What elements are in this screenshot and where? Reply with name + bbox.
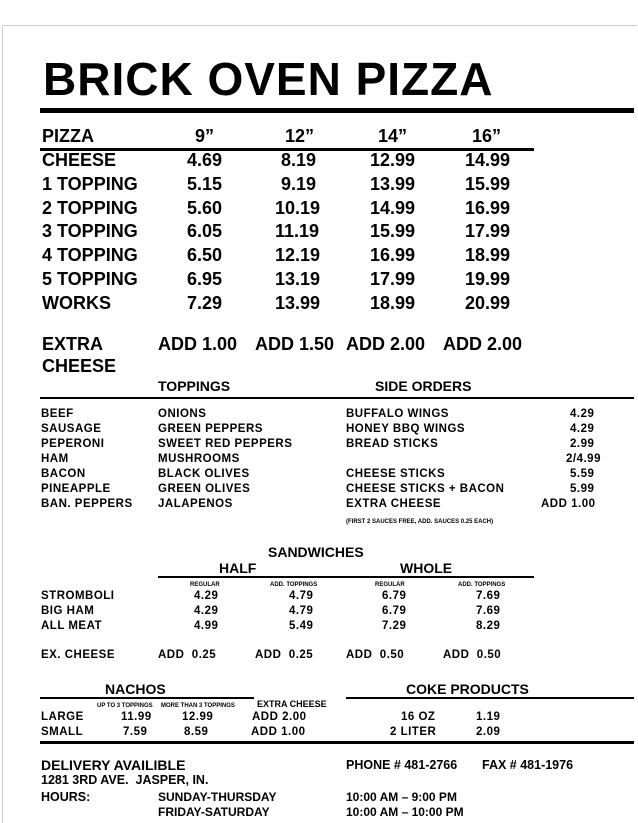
- pizza-header-label: PIZZA: [42, 126, 94, 146]
- nachos-price: 8.59: [184, 726, 209, 738]
- sandwich-extra-cheese-price: ADD 0.50: [443, 649, 502, 661]
- title-rule: [40, 108, 634, 113]
- nachos-subheader: MORE THAN 3 TOPPINGS: [161, 703, 235, 709]
- pizza-row-name: 2 TOPPING: [42, 198, 138, 218]
- side-order-name: CHEESE STICKS: [346, 468, 446, 480]
- pizza-price: 6.05: [187, 221, 223, 241]
- fax-text: FAX # 481-1976: [482, 758, 574, 772]
- nachos-title: NACHOS: [105, 681, 166, 697]
- pizza-price: 5.60: [187, 198, 223, 218]
- hours-time: 10:00 AM – 10:00 PM: [346, 805, 464, 819]
- side-orders-title: SIDE ORDERS: [375, 378, 472, 394]
- nachos-price: 12.99: [182, 711, 214, 723]
- sandwich-extra-cheese-label: EX. CHEESE: [41, 649, 116, 661]
- sandwich-subheader: ADD. TOPPINGS: [270, 582, 318, 588]
- hours-time: 10:00 AM – 9:00 PM: [346, 790, 457, 804]
- sandwich-name: BIG HAM: [41, 605, 95, 617]
- pizza-price: 6.50: [187, 245, 223, 265]
- nachos-size: SMALL: [41, 726, 84, 738]
- coke-size: 2 LITER: [390, 726, 437, 738]
- coke-price: 1.19: [476, 711, 501, 723]
- nachos-price: 7.59: [123, 726, 148, 738]
- nachos-subheader: UP TO 3 TOPPINGS: [97, 703, 153, 709]
- side-order-name: HONEY BBQ WINGS: [346, 423, 466, 435]
- toppings-rule: [40, 397, 634, 399]
- nachos-size: LARGE: [41, 711, 84, 723]
- sandwich-subheader: REGULAR: [190, 582, 220, 588]
- pizza-price: 17.99: [370, 269, 416, 289]
- sandwich-price: 4.29: [194, 605, 219, 617]
- pizza-row-name: CHEESE: [42, 150, 117, 170]
- extra-cheese-price: ADD 1.50: [255, 334, 335, 354]
- phone-text: PHONE # 481-2766: [346, 758, 458, 772]
- address-text: 1281 3RD AVE. JASPER, IN.: [41, 773, 209, 787]
- side-order-price: 4.29: [570, 408, 595, 420]
- pizza-row-name: 5 TOPPING: [42, 269, 138, 289]
- coke-size: 16 OZ: [401, 711, 436, 723]
- pizza-price: 13.99: [275, 293, 321, 313]
- list-item: PINEAPPLE: [41, 483, 111, 495]
- list-item: MUSHROOMS: [158, 453, 240, 465]
- pizza-price: 15.99: [370, 221, 416, 241]
- pizza-price: 12.99: [370, 150, 416, 170]
- pizza-price: 18.99: [465, 245, 511, 265]
- pizza-price: 9.19: [281, 174, 317, 194]
- delivery-text: DELIVERY AVAILIBLE: [41, 757, 186, 773]
- pizza-price: 8.19: [281, 150, 317, 170]
- pizza-price: 17.99: [465, 221, 511, 241]
- coke-rule: [346, 697, 634, 699]
- sandwich-price: 7.29: [382, 620, 407, 632]
- hours-label: HOURS:: [41, 790, 91, 804]
- pizza-price: 14.99: [465, 150, 511, 170]
- sandwich-price: 6.79: [382, 605, 407, 617]
- sandwiches-rule: [158, 576, 534, 578]
- list-item: JALAPENOS: [158, 498, 233, 510]
- side-order-price: 2/4.99: [566, 453, 601, 465]
- pizza-price: 12.19: [275, 245, 321, 265]
- sandwich-price: 6.79: [382, 590, 407, 602]
- side-order-name: BUFFALO WINGS: [346, 408, 449, 420]
- list-item: GREEN OLIVES: [158, 483, 251, 495]
- pizza-price: 11.19: [275, 221, 320, 241]
- extra-cheese-price: ADD 1.00: [158, 334, 238, 354]
- list-item: PEPERONI: [41, 438, 105, 450]
- side-order-name: CHEESE STICKS + BACON: [346, 483, 505, 495]
- sandwich-price: 4.99: [194, 620, 219, 632]
- coke-price: 2.09: [476, 726, 501, 738]
- pizza-price: 10.19: [275, 198, 321, 218]
- sandwich-price: 4.79: [289, 605, 314, 617]
- list-item: SWEET RED PEPPERS: [158, 438, 293, 450]
- pizza-price: 14.99: [370, 198, 416, 218]
- pizza-price: 7.29: [187, 293, 223, 313]
- sandwiches-title: SANDWICHES: [268, 544, 364, 560]
- list-item: HAM: [41, 453, 69, 465]
- sandwich-subheader: ADD. TOPPINGS: [458, 582, 506, 588]
- pizza-size-12: 12”: [285, 126, 315, 146]
- sandwich-extra-cheese-price: ADD 0.25: [255, 649, 314, 661]
- sandwich-subheader: REGULAR: [375, 582, 405, 588]
- menu-title: BRICK OVEN PIZZA: [43, 53, 494, 105]
- side-order-price: ADD 1.00: [541, 498, 596, 510]
- pizza-price: 15.99: [465, 174, 511, 194]
- sandwich-name: STROMBOLI: [41, 590, 115, 602]
- sandwich-name: ALL MEAT: [41, 620, 103, 632]
- side-order-name: EXTRA CHEESE: [346, 498, 442, 510]
- list-item: BACON: [41, 468, 86, 480]
- pizza-price: 5.15: [187, 174, 223, 194]
- nachos-price: ADD 2.00: [252, 711, 307, 723]
- nachos-rule: [40, 697, 254, 699]
- list-item: BEEF: [41, 408, 74, 420]
- pizza-size-14: 14”: [378, 126, 408, 146]
- sauces-note: (FIRST 2 SAUCES FREE, ADD. SAUCES 0.25 EACH): [346, 519, 494, 525]
- pizza-price: 16.99: [370, 245, 416, 265]
- hours-days: SUNDAY-THURSDAY: [158, 790, 277, 804]
- extra-cheese-label-1: EXTRA: [42, 334, 104, 354]
- pizza-row-name: WORKS: [42, 293, 111, 313]
- nachos-subheader: EXTRA CHEESE: [257, 699, 327, 709]
- coke-title: COKE PRODUCTS: [406, 681, 529, 697]
- nachos-price: ADD 1.00: [251, 726, 306, 738]
- pizza-price: 20.99: [465, 293, 511, 313]
- list-item: GREEN PEPPERS: [158, 423, 263, 435]
- pizza-price: 6.95: [187, 269, 223, 289]
- pizza-row-name: 4 TOPPING: [42, 245, 138, 265]
- hours-days: FRIDAY-SATURDAY: [158, 805, 270, 819]
- side-order-price: 2.99: [570, 438, 595, 450]
- toppings-title: TOPPINGS: [158, 378, 231, 394]
- sandwich-extra-cheese-price: ADD 0.50: [346, 649, 405, 661]
- side-order-price: 5.59: [570, 468, 595, 480]
- sandwich-price: 7.69: [476, 605, 501, 617]
- list-item: SAUSAGE: [41, 423, 102, 435]
- pizza-price: 18.99: [370, 293, 416, 313]
- pizza-row-name: 3 TOPPING: [42, 221, 138, 241]
- extra-cheese-label-2: CHEESE: [42, 356, 117, 376]
- sandwich-price: 7.69: [476, 590, 501, 602]
- sandwich-extra-cheese-price: ADD 0.25: [158, 649, 217, 661]
- pizza-price: 4.69: [187, 150, 223, 170]
- sandwiches-whole: WHOLE: [400, 560, 453, 576]
- pizza-size-16: 16”: [472, 126, 502, 146]
- footer-rule: [40, 741, 634, 744]
- extra-cheese-price: ADD 2.00: [346, 334, 426, 354]
- pizza-price: 19.99: [465, 269, 511, 289]
- list-item: BAN. PEPPERS: [41, 498, 133, 510]
- pizza-size-9: 9”: [195, 126, 215, 146]
- pizza-price: 13.19: [275, 269, 321, 289]
- sandwich-price: 5.49: [289, 620, 314, 632]
- pizza-row-name: 1 TOPPING: [42, 174, 138, 194]
- nachos-price: 11.99: [121, 711, 152, 723]
- side-order-name: BREAD STICKS: [346, 438, 439, 450]
- sandwich-price: 8.29: [476, 620, 501, 632]
- sandwiches-half: HALF: [219, 560, 257, 576]
- list-item: ONIONS: [158, 408, 207, 420]
- pizza-price: 16.99: [465, 198, 511, 218]
- pizza-price: 13.99: [370, 174, 416, 194]
- extra-cheese-price: ADD 2.00: [443, 334, 523, 354]
- list-item: BLACK OLIVES: [158, 468, 250, 480]
- side-order-price: 5.99: [570, 483, 595, 495]
- sandwich-price: 4.29: [194, 590, 219, 602]
- sandwich-price: 4.79: [289, 590, 314, 602]
- side-order-price: 4.29: [570, 423, 595, 435]
